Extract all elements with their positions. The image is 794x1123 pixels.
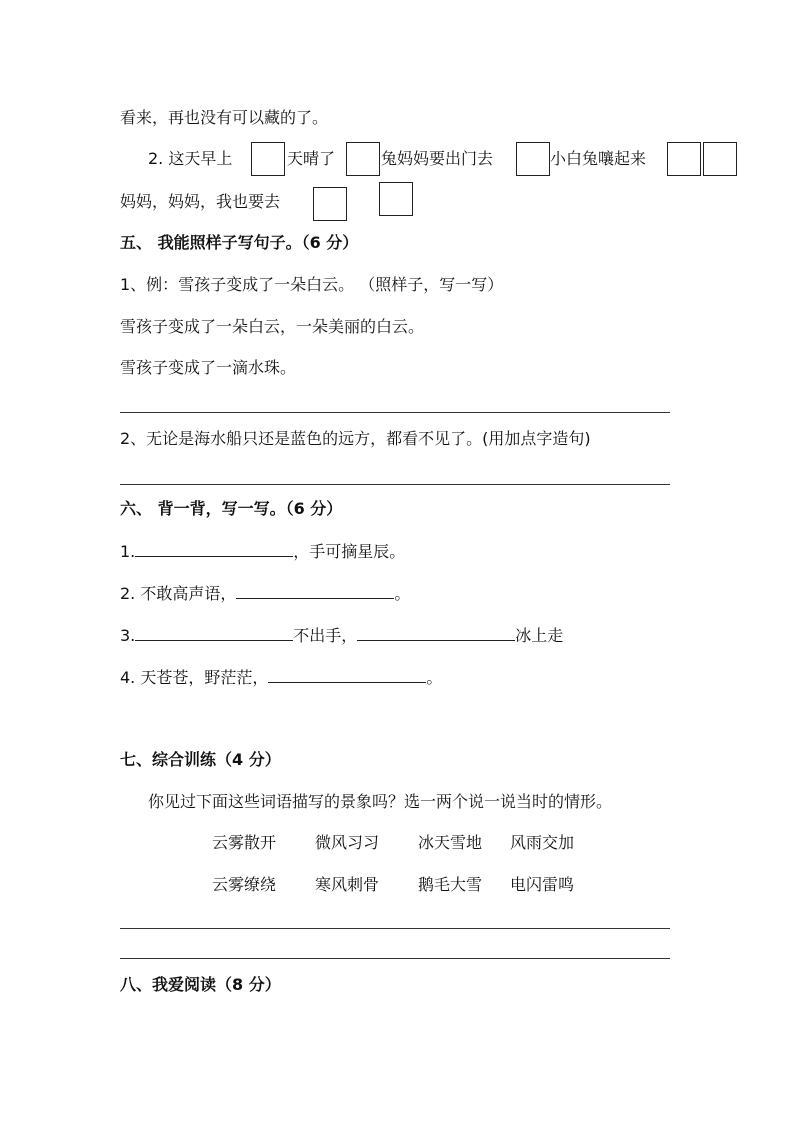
s7-instruction: 你见过下面这些词语描写的景象吗？选一两个说一说当时的情形。 xyxy=(148,792,613,811)
q2-text-part2: 天晴了 xyxy=(287,149,336,168)
s6-line-1 xyxy=(120,541,405,562)
s6-line-3-end: 冰上走 xyxy=(515,626,564,645)
s6-line-2-end: 。 xyxy=(394,584,411,603)
punctuation-answer-box-2[interactable] xyxy=(346,142,380,176)
q2-text-part5: 妈妈，妈妈，我也要去 xyxy=(120,192,281,211)
fill-blank[interactable] xyxy=(268,667,426,683)
fill-blank[interactable] xyxy=(135,625,293,641)
q2-text-part3: 兔妈妈要出门去 xyxy=(381,149,494,168)
s5-item-2: 2、无论是海水船只还是蓝色的远方，都看不见了。(用加点字造句) xyxy=(120,429,591,448)
fill-blank[interactable] xyxy=(357,625,515,641)
section-5-heading: 五、 我能照样子写句子。（6 分） xyxy=(120,233,359,252)
word-item: 电闪雷鸣 xyxy=(510,875,575,894)
word-item: 寒风刺骨 xyxy=(315,875,380,894)
s5-prompt-sentence: 雪孩子变成了一滴水珠。 xyxy=(120,358,297,377)
s6-line-1-number: 1. xyxy=(120,542,136,561)
answer-line[interactable] xyxy=(120,412,670,413)
punctuation-answer-box-6[interactable] xyxy=(313,187,347,221)
s6-line-2 xyxy=(120,583,410,604)
word-item: 云雾缭绕 xyxy=(212,875,277,894)
fill-blank[interactable] xyxy=(135,541,293,557)
answer-line[interactable] xyxy=(120,484,670,485)
answer-line[interactable] xyxy=(120,958,670,959)
text-line: 看来，再也没有可以藏的了。 xyxy=(120,108,329,127)
word-item: 鹅毛大雪 xyxy=(418,875,483,894)
s6-line-3 xyxy=(120,625,563,646)
s6-line-3-mid: 不出手， xyxy=(293,626,358,645)
answer-line[interactable] xyxy=(120,928,670,929)
s6-line-1-text: ，手可摘星辰。 xyxy=(293,542,406,561)
q2-text-part4: 小白兔嚷起来 xyxy=(550,149,647,168)
word-item: 冰天雪地 xyxy=(418,833,483,852)
s5-example-sentence: 雪孩子变成了一朵白云，一朵美丽的白云。 xyxy=(120,317,425,336)
punctuation-answer-box-1[interactable] xyxy=(251,142,285,176)
punctuation-answer-box-4[interactable] xyxy=(667,142,701,176)
section-8-heading: 八、我爱阅读（8 分） xyxy=(120,975,281,994)
fill-blank[interactable] xyxy=(236,583,394,599)
word-item: 云雾散开 xyxy=(212,833,277,852)
section-6-heading: 六、 背一背，写一写。（6 分） xyxy=(120,499,343,518)
s6-line-4-text: 4. 天苍苍，野茫茫， xyxy=(120,668,269,687)
s6-line-2-text: 2. 不敢高声语， xyxy=(120,584,237,603)
s6-line-4 xyxy=(120,667,442,688)
punctuation-answer-box-7[interactable] xyxy=(379,182,413,216)
section-7-heading: 七、综合训练（4 分） xyxy=(120,750,281,769)
s5-item-1: 1、例：雪孩子变成了一朵白云。 （照样子，写一写） xyxy=(120,275,504,294)
word-item: 风雨交加 xyxy=(510,833,575,852)
s6-line-3-number: 3. xyxy=(120,626,136,645)
punctuation-answer-box-3[interactable] xyxy=(516,142,550,176)
punctuation-answer-box-5[interactable] xyxy=(703,142,737,176)
word-item: 微风习习 xyxy=(315,833,380,852)
s6-line-4-end: 。 xyxy=(426,668,443,687)
q2-text-part1: 2. 这天早上 xyxy=(148,149,233,168)
